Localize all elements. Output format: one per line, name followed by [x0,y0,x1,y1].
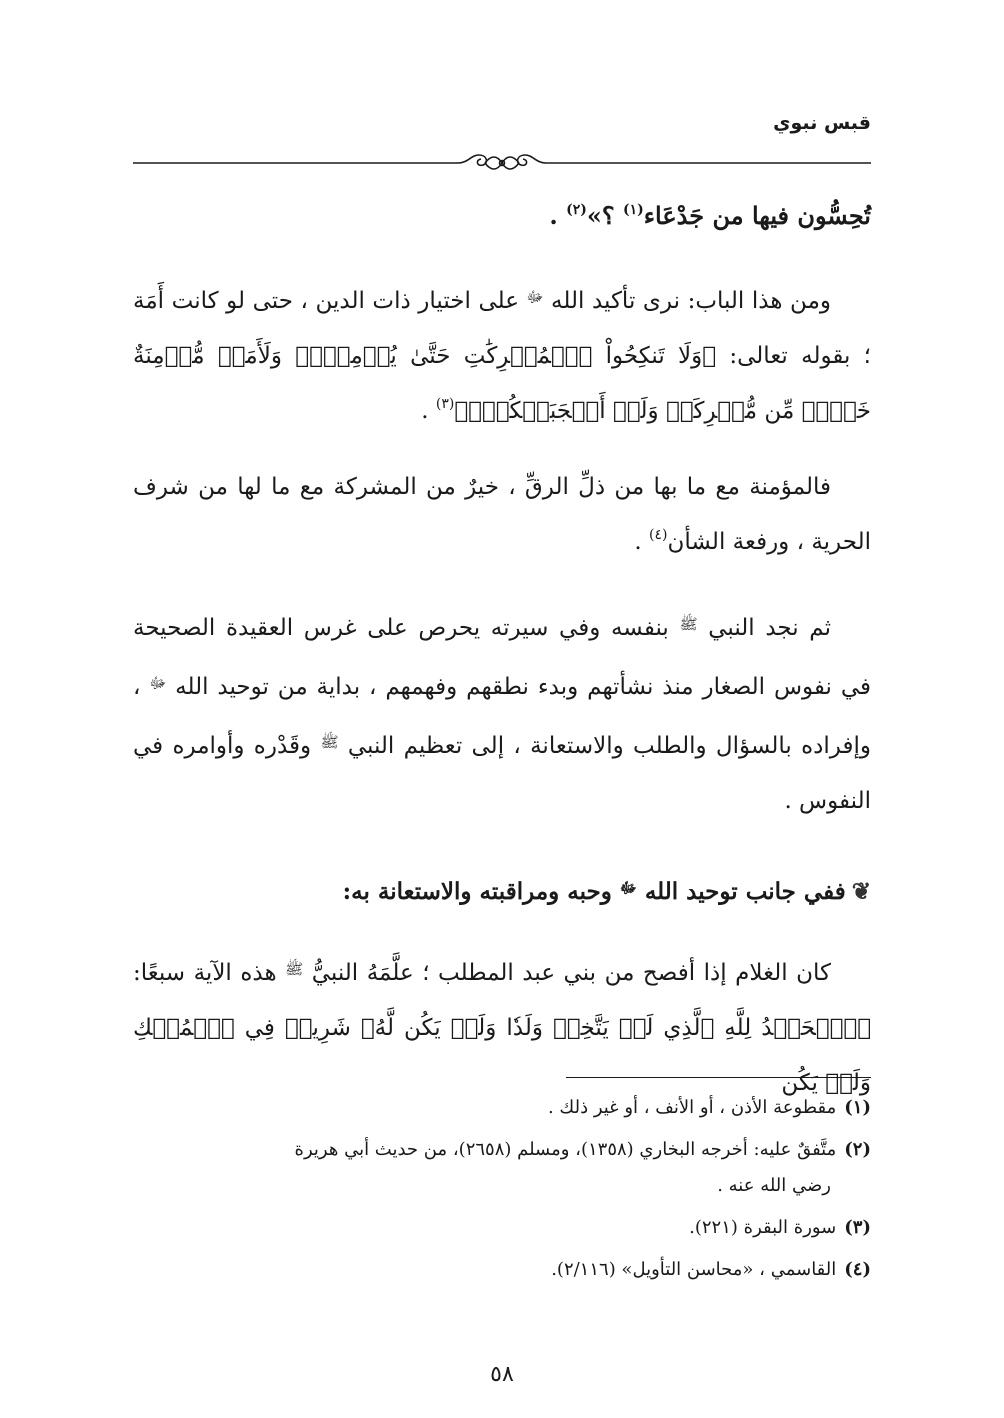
footnote-ref[interactable]: (٤) [649,527,668,543]
paragraph-text: ، وإفراده بالسؤال والطلب والاستعانة ، إلى تعظيم النبي [133,674,871,759]
footnotes [133,1090,871,1294]
paragraph-text: على اختيار ذات الدين ، حتى لو كانت أَمَة ؛ بقوله تعالى: [133,288,871,369]
paragraph-text: وقَدْره وأوامره في النفوس . [133,733,871,814]
honorific: ﷺ [320,733,339,751]
footnote-number: (١) [844,1097,871,1118]
footnote-item [133,1210,871,1246]
paragraph-end: . [549,201,567,230]
paragraph-3 [133,460,871,570]
fleuron-icon: ❦ [851,878,871,905]
running-head: قبس نبوي [773,112,871,134]
footnote-item [133,1090,871,1126]
footnote-continuation: رضي الله عنه . [717,1175,831,1196]
footnote-ref[interactable]: (٢) [566,202,587,218]
paragraph-text: تُحِسُّون فيها من جَدْعَاء [643,201,871,230]
paragraph-text: هذه الآية سبعًا: [133,960,286,986]
footnote-ref[interactable]: (١) [622,202,644,218]
footnote-text: مقطوعة الأذن ، أو الأنف ، أو غير ذلك . [547,1097,837,1118]
footnote-item [133,1252,871,1288]
paragraph-1 [133,188,871,243]
ornament-icon [133,150,871,176]
heading-text: ففي جانب توحيد الله [636,878,846,905]
footnote-number: (٤) [844,1259,871,1280]
paragraph-end: . [634,529,650,555]
paragraph-5 [133,942,871,1111]
honorific: ﷺ [285,960,304,978]
paragraph-text: ثم نجد النبي [697,615,831,641]
footnote-text: متَّفقٌ عليه: أخرجه البخاري (١٣٥٨)، ومسلم (٢٦٥٨)، من حديث أبي هريرة [294,1139,837,1160]
quran-verse: ﴿وَلَا تَنكِحُواْ ٱلۡمُشۡرِكَٰتِ حَتَّىٰ يُؤۡمِنَّۚ وَلَأَمَةٞ مُّؤۡمِنَةٌ خَيۡرٞ مِّن مُّشۡرِكَةٖ وَلَوۡ أَعۡجَبَتۡكُمۡۗ﴾ [133,343,871,424]
paragraph-text: كان الغلام إذا أفصح من بني عبد المطلب ؛ علَّمَهُ النبيُّ [303,960,831,986]
ornamental-divider [133,150,871,176]
footnote-number: (٢) [844,1139,871,1160]
honorific: ﷻ [526,288,544,306]
footnote-number: (٣) [844,1217,871,1238]
footnote-item [133,1132,871,1204]
paragraph-text: ؟» [586,201,623,230]
footnote-text: سورة البقرة (٢٢١). [689,1217,837,1238]
quran-verse: ﴿ٱلۡحَمۡدُ لِلَّهِ ٱلَّذِي لَمۡ يَتَّخِذۡ وَلَدٗا وَلَمۡ يَكُن لَّهُۥ شَرِيكٞ فِي ٱلۡمُلۡكِ وَلَمۡ يَكُن [133,1015,871,1096]
paragraph-4 [133,597,871,829]
honorific: ﷻ [619,879,637,897]
paragraph-text: ومن هذا الباب: نرى تأكيد الله [543,288,831,314]
page-number: ٥٨ [490,1362,514,1387]
paragraph-end: . [421,398,436,424]
paragraph-text: فالمؤمنة مع ما بها من ذلِّ الرقِّ ، خيرٌ من المشركة مع ما لها من شرف الحرية ، ورفعة الشأن [133,474,871,555]
heading-text: وحبه ومراقبته والاستعانة به: [342,878,620,905]
footnote-ref[interactable]: (٣) [435,396,455,412]
honorific: ﷻ [149,674,167,692]
footnote-text: القاسمي ، «محاسن التأويل» (٢/١١٦). [551,1259,837,1280]
paragraph-text: بنفسه وفي سيرته يحرص على غرس العقيدة الصحيحة في نفوس الصغار منذ نشأتهم وبدء نطقهم وفهمهم ، بداية من توحيد الله [133,615,872,700]
section-heading [133,868,871,912]
honorific: ﷺ [679,615,698,633]
footnote-divider [566,1077,871,1078]
paragraph-2 [133,270,871,439]
